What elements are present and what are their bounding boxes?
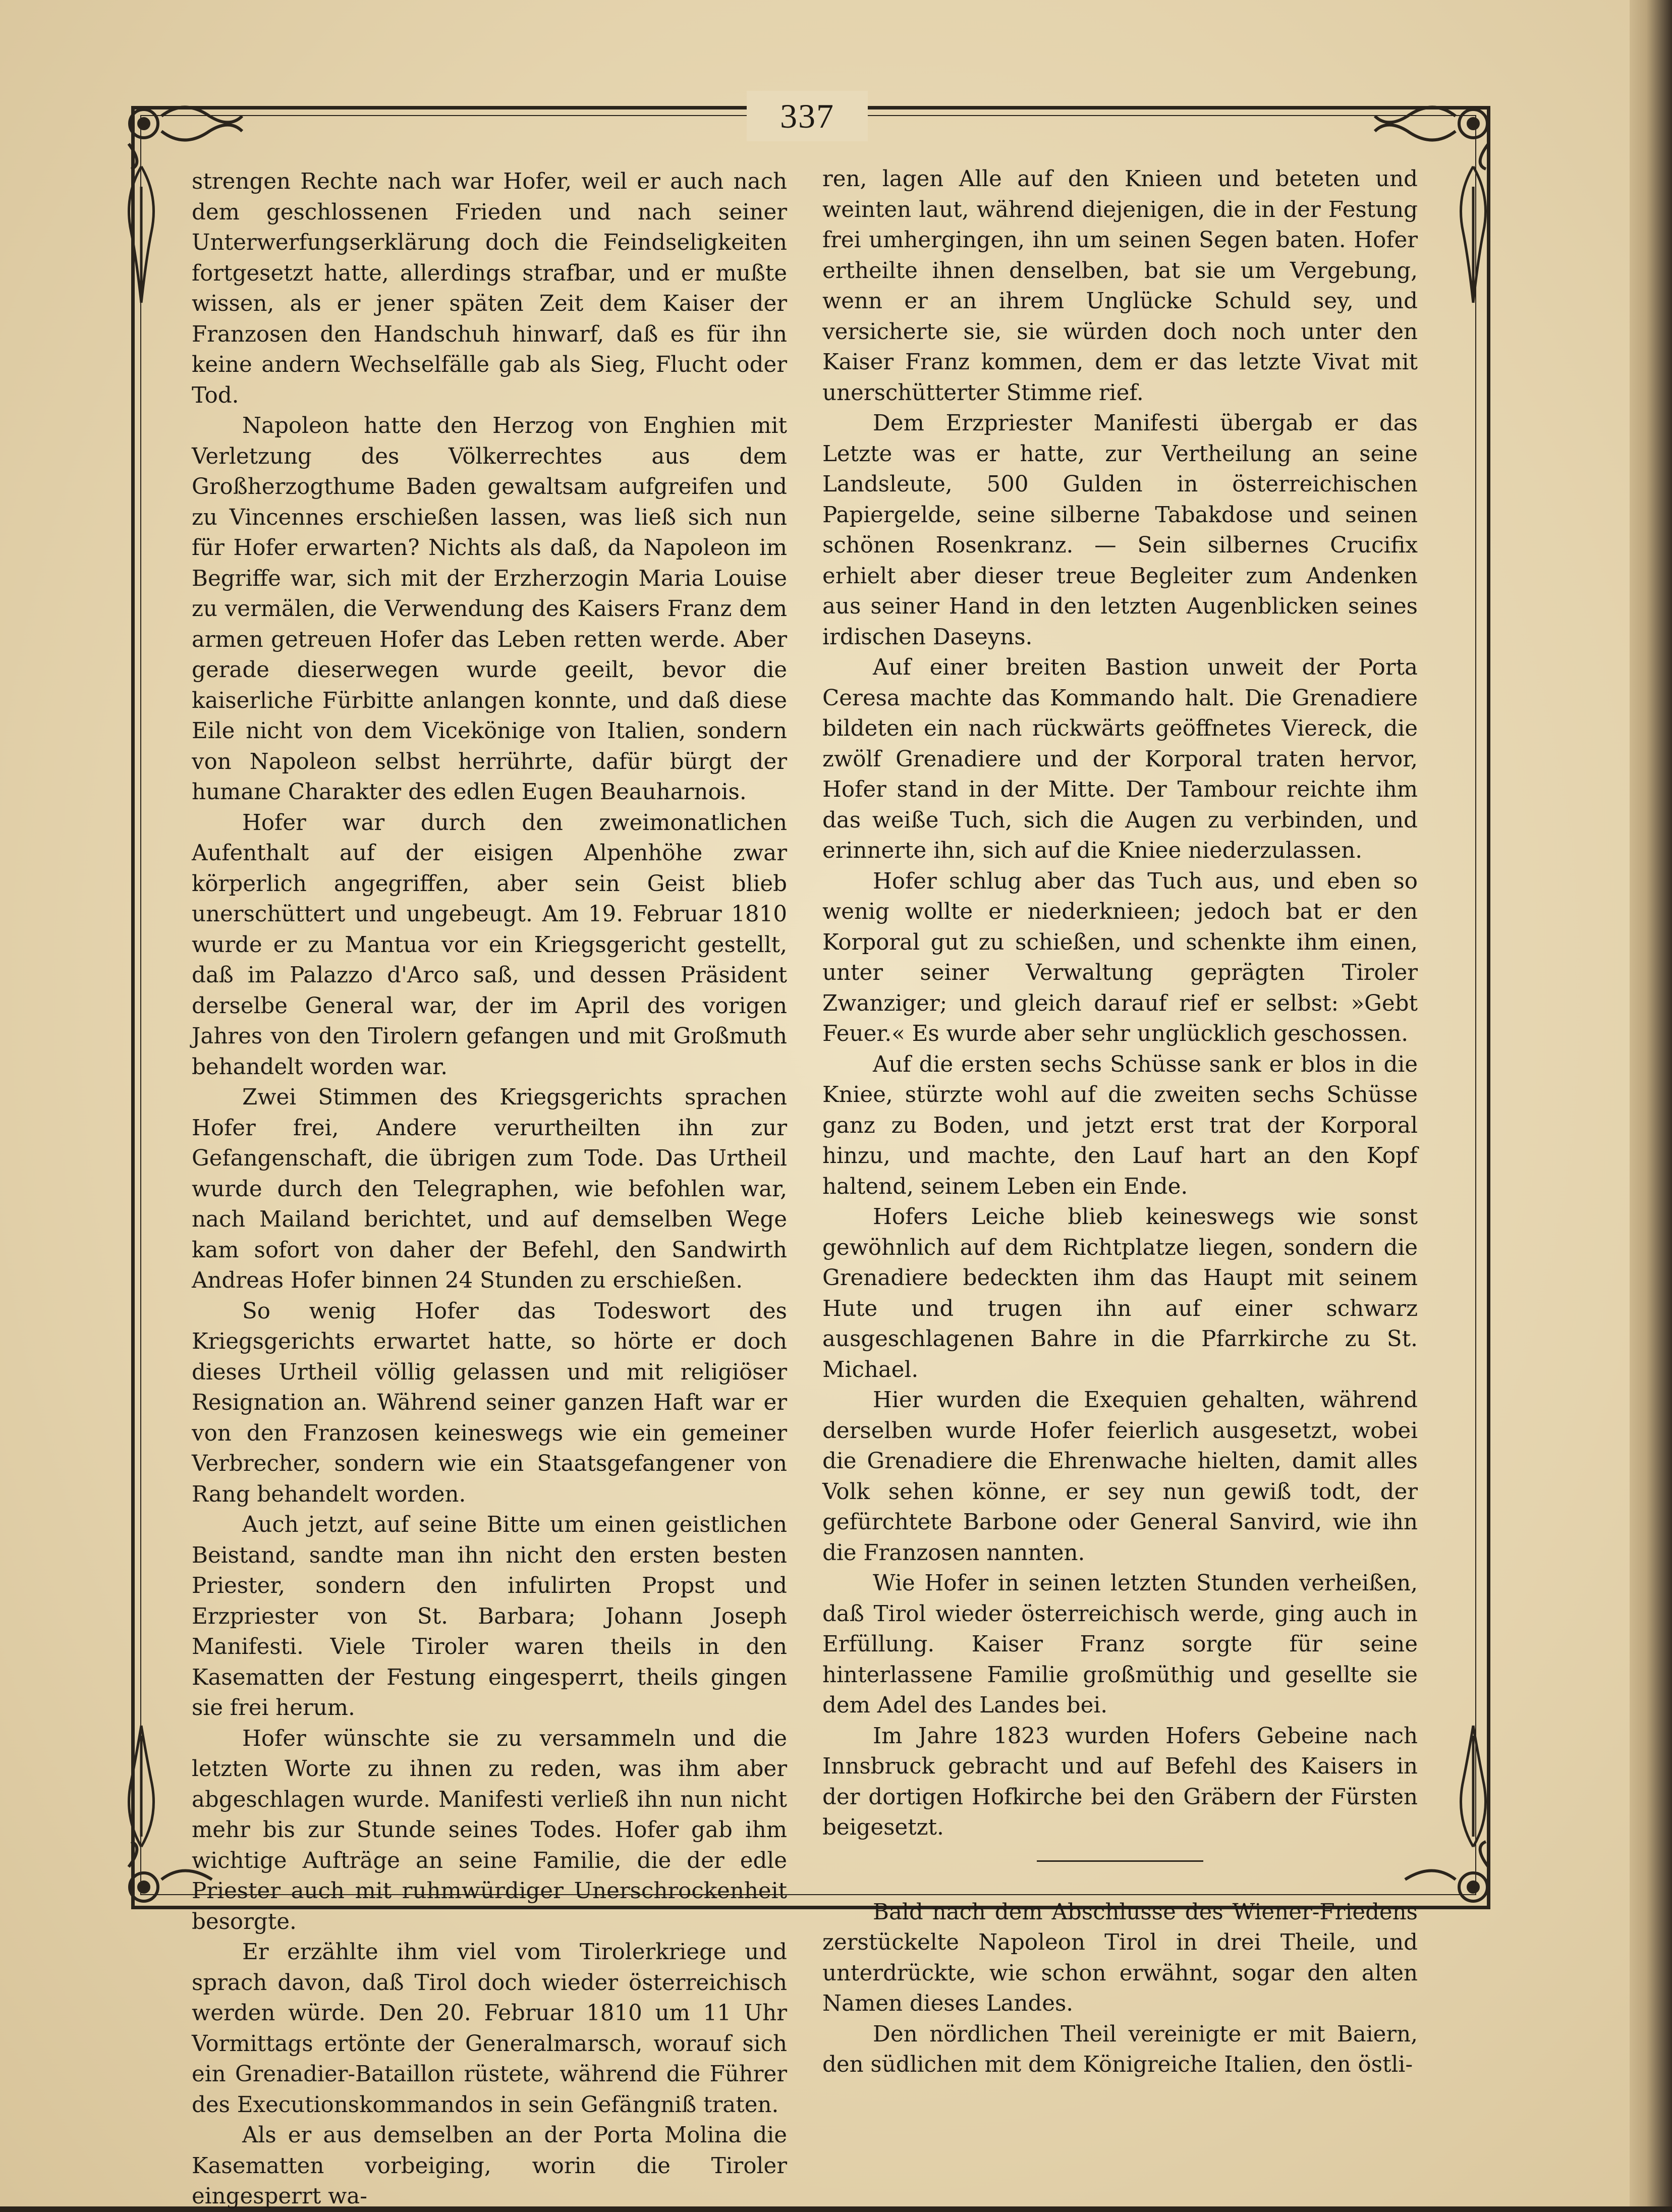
paragraph: ren, lagen Alle auf den Knieen und beteten und weinten laut, während diejenigen, die in der Festung frei umhergingen, ihn um seinen Segen baten. Hofer ertheilte ihnen denselben, bat sie um Vergebung, wenn er an ihrem Unglücke Schuld sey, und versicherte sie, sie würden doch noch unter den Kaiser Franz kommen, dem er das letzte Vivat mit unerschütterter Stimme rief.	[822, 167, 1418, 406]
paragraph: Den nördlichen Theil vereinigte er mit Baiern, den südlichen mit dem Königreiche Italien, den östli-	[822, 2021, 1418, 2077]
section-divider	[1037, 1860, 1203, 1862]
paragraph: Hofer schlug aber das Tuch aus, und eben so wenig wollte er niederknieen; jedoch bat er den Korporal gut zu schießen, und schenkte ihm einen, unter seiner Verwaltung geprägten Tiroler Zwanziger; und gleich darauf rief er selbst: »Gebt Feuer.« Es wurde aber sehr unglücklich geschossen.	[822, 868, 1418, 1046]
paragraph: Hofers Leiche blieb keineswegs wie sonst gewöhnlich auf dem Richtplatze liegen, sondern die Grenadiere bedeckten ihm das Haupt mit seinem Hute und trugen ihn auf einer schwarz ausgeschlagenen Bahre in die Pfarrkirche zu St. Michael.	[822, 1204, 1418, 1382]
page-edge	[1630, 0, 1672, 2206]
side-ornament-left-bottom-icon	[121, 1726, 161, 1847]
paragraph: Zwei Stimmen des Kriegsgerichts sprachen Hofer frei, Andere verurtheilten ihn zur Gefangenschaft, die übrigen zum Tode. Das Urtheil wurde durch den Telegraphen, wie befohlen war, nach Mailand berichtet, und auf demselben Wege kam sofort von daher der Befehl, den Sandwirth Andreas Hofer binnen 24 Stunden zu erschießen.	[192, 1085, 787, 1293]
paragraph: Wie Hofer in seinen letzten Stunden verheißen, daß Tirol wieder österreichisch werde, ging auch in Erfüllung. Kaiser Franz sorgte für seine hinterlassene Familie großmüthig und gesellte sie dem Adel des Landes bei.	[822, 1571, 1418, 1718]
paragraph: Dem Erzpriester Manifesti übergab er das Letzte was er hatte, zur Vertheilung an seine Landsleute, 500 Gulden in österreichischen Papiergelde, seine silberne Tabakdose und seinen schönen Rosenkranz. — Sein silbernes Crucifix erhielt aber dieser treue Begleiter zum Andenken aus seiner Hand in den letzten Augenblicken seines irdischen Daseyns.	[822, 411, 1418, 650]
paragraph: Er erzählte ihm viel vom Tirolerkriege und sprach davon, daß Tirol doch wieder österreichisch werden würde. Den 20. Februar 1810 um 11 Uhr Vormittags ertönte der Generalmarsch, worauf sich ein Grenadier-Bataillon rüstete, während die Führer des Executionskommandos in sein Gefängniß traten.	[192, 1940, 787, 2118]
paragraph: So wenig Hofer das Todeswort des Kriegsgerichts erwartet hatte, so hörte er doch dieses Urtheil völlig gelassen und mit religiöser Resignation an. Während seiner ganzen Haft war er von den Franzosen keineswegs wie ein gemeiner Verbrecher, sondern wie ein Staatsgefangener von Rang behandelt worden.	[192, 1298, 787, 1507]
paragraph: Hofer wünschte sie zu versammeln und die letzten Worte zu ihnen zu reden, was ihm aber abgeschlagen wurde. Manifesti verließ ihn nun nicht mehr bis zur Stunde seines Todes. Hofer gab ihm wichtige Aufträge an seine Familie, die der edle Priester auch mit ruhmwürdiger Unerschrockenheit besorgte.	[192, 1726, 787, 1934]
paragraph: Im Jahre 1823 wurden Hofers Gebeine nach Innsbruck gebracht und auf Befehl des Kaisers in der dortigen Hofkirche bei den Gräbern der Fürsten beigesetzt.	[822, 1723, 1418, 1840]
text-column-right	[822, 164, 1418, 2077]
side-ornament-right-bottom-icon	[1453, 1726, 1493, 1847]
text-column-left	[192, 167, 787, 2209]
paragraph: Auf einer breiten Bastion unweit der Porta Ceresa machte das Kommando halt. Die Grenadiere bildeten ein nach rückwärts geöffnetes Viereck, die zwölf Grenadiere und der Korporal traten hervor, Hofer stand in der Mitte. Der Tambour reichte ihm das weiße Tuch, sich die Augen zu verbinden, und erinnerte ihn, sich auf die Kniee niederzulassen.	[822, 655, 1418, 863]
side-ornament-left-top-icon	[121, 167, 161, 308]
paragraph: strengen Rechte nach war Hofer, weil er auch nach dem geschlossenen Frieden und nach seiner Unterwerfungserklärung doch die Feindseligkeiten fortgesetzt hatte, allerdings strafbar, und er mußte wissen, als er jener späten Zeit dem Kaiser der Franzosen den Handschuh hinwarf, daß es für ihn keine andern Wechselfälle gab als Sieg, Flucht oder Tod.	[192, 169, 787, 408]
paragraph: Hier wurden die Exequien gehalten, während derselben wurde Hofer feierlich ausgesetzt, wobei die Grenadiere die Ehrenwache hielten, damit alles Volk sehen könne, er sey nun gewiß todt, der gefürchtete Barbone oder General Sanvird, wie ihn die Franzosen nannten.	[822, 1388, 1418, 1566]
paragraph: Auf die ersten sechs Schüsse sank er blos in die Kniee, stürzte wohl auf die zweiten sechs Schüsse ganz zu Boden, und jetzt erst trat der Korporal hinzu, und machte, den Lauf hart an den Kopf haltend, seinem Leben ein Ende.	[822, 1052, 1418, 1199]
paragraph: Auch jetzt, auf seine Bitte um einen geistlichen Beistand, sandte man ihn nicht den ersten besten Priester, sondern den infulirten Propst und Erzpriester von St. Barbara; Johann Joseph Manifesti. Viele Tiroler waren theils in den Kasematten der Festung eingesperrt, theils gingen sie frei herum.	[192, 1512, 787, 1721]
paragraph: Napoleon hatte den Herzog von Enghien mit Verletzung des Völkerrechtes aus dem Großherzogthume Baden gewaltsam aufgreifen und zu Vincennes erschießen lassen, was ließ sich nun für Hofer erwarten? Nichts als daß, da Napoleon im Begriffe war, sich mit der Erzherzogin Maria Louise zu vermälen, die Verwendung des Kaisers Franz dem armen getreuen Hofer das Leben retten werde. Aber gerade dieserwegen wurde geeilt, bevor die kaiserliche Fürbitte anlangen konnte, und daß diese Eile nicht von dem Vicekönige von Italien, sondern von Napoleon selbst herrührte, dafür bürgt der humane Charakter des edlen Eugen Beauharnois.	[192, 413, 787, 805]
corner-ornament-top-left-icon	[114, 88, 245, 169]
paragraph: Als er aus demselben an der Porta Molina die Kasematten vorbeiging, worin die Tiroler eingesperrt wa-	[192, 2123, 787, 2209]
paragraph: Bald nach dem Abschlusse des Wiener-Friedens zerstückelte Napoleon Tirol in drei Theile, und unterdrückte, wie schon erwähnt, sogar den alten Namen dieses Landes.	[822, 1899, 1418, 2016]
side-ornament-right-top-icon	[1453, 167, 1493, 308]
corner-ornament-top-right-icon	[1372, 88, 1503, 169]
page-number: 337	[747, 91, 868, 141]
paragraph: Hofer war durch den zweimonatlichen Aufenthalt auf der eisigen Alpenhöhe zwar körperlich angegriffen, aber sein Geist blieb unerschüttert und ungebeugt. Am 19. Februar 1810 wurde er zu Mantua vor ein Kriegsgericht gestellt, daß im Palazzo d'Arco saß, und dessen Präsident derselbe General war, der im April des vorigen Jahres von den Tirolern gefangen und mit Großmuth behandelt worden war.	[192, 810, 787, 1080]
corner-ornament-bottom-right-icon	[1403, 1842, 1503, 1922]
